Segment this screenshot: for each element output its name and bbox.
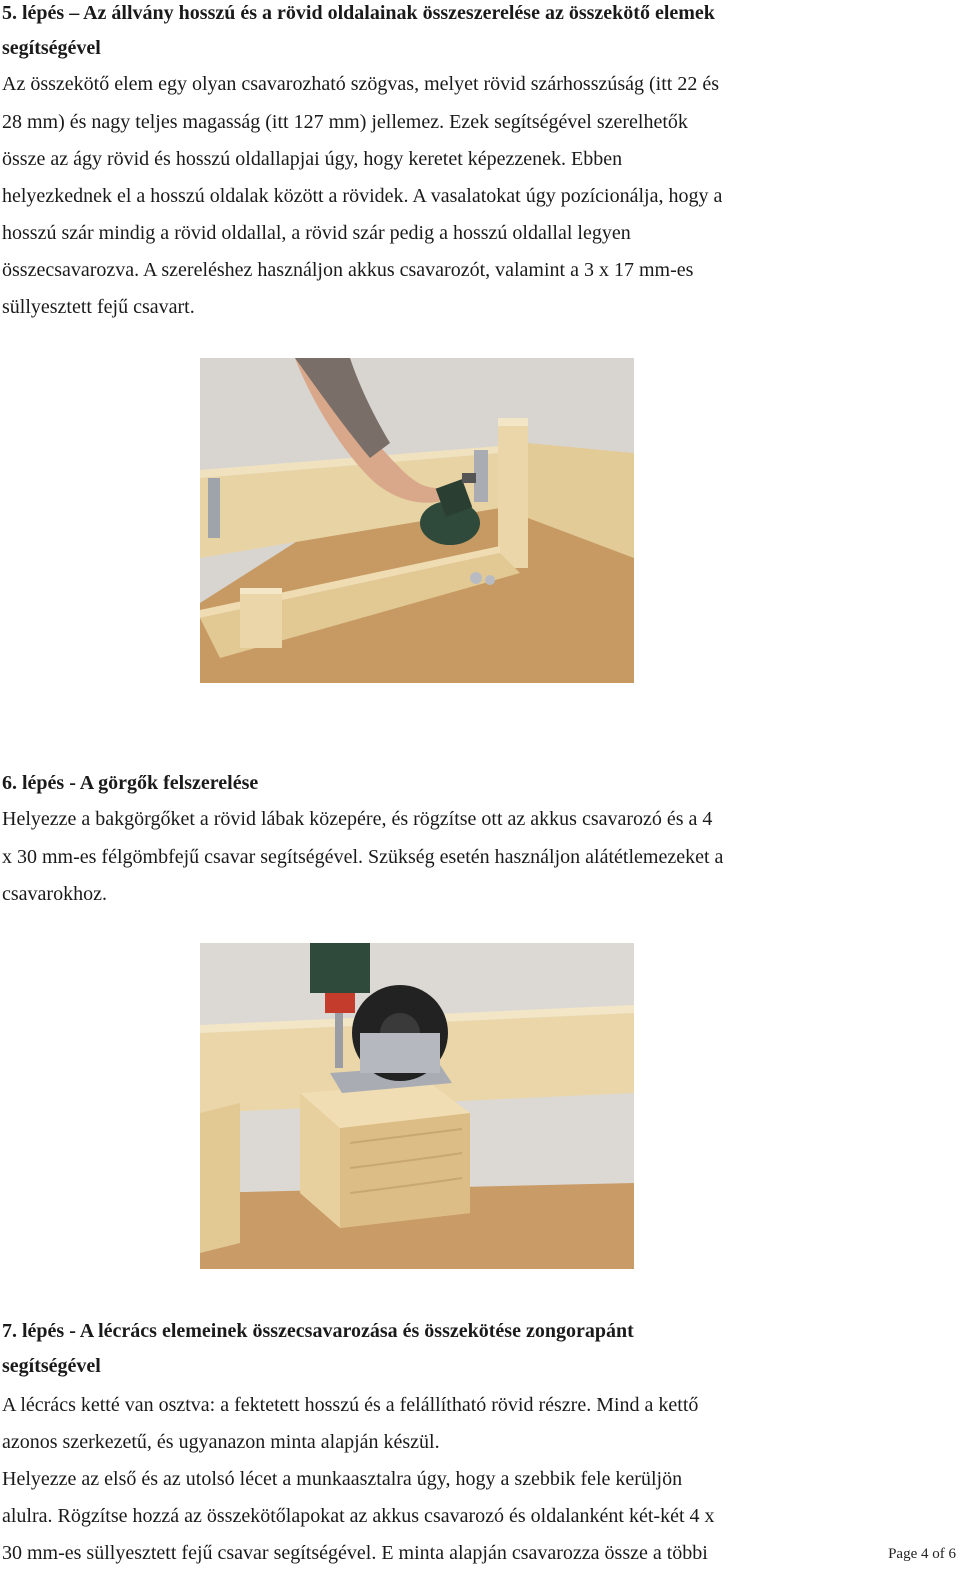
paragraph-line: Az összekötő elem egy olyan csavarozható szögvas, melyet rövid szárhosszúság (itt 22 és xyxy=(2,73,720,95)
paragraph-line: csavarokhoz. xyxy=(2,883,107,905)
paragraph-line: össze az ágy rövid és hosszú oldallapjai úgy, hogy keretet képezzenek. Ebben xyxy=(2,148,623,170)
paragraph-line: Helyezze a bakgörgőket a rövid lábak közepére, és rögzítse ott az akkus csavarozó és a 4 xyxy=(2,808,713,830)
paragraph-line: hosszú szár mindig a rövid oldallal, a rövid szár pedig a hosszú oldallal legyen xyxy=(2,222,631,244)
step5-heading-line1: 5. lépés – Az állvány hosszú és a rövid oldalainak összeszerelése az összekötő elemek xyxy=(2,2,715,24)
page-number: Page 4 of 6 xyxy=(888,1546,956,1562)
step5-heading-line2: segítségével xyxy=(2,37,101,59)
paragraph-line: süllyesztett fejű csavart. xyxy=(2,296,195,318)
paragraph-line: A lécrács ketté van osztva: a fektetett hosszú és a felállítható rövid részre. Mind a kettő xyxy=(2,1394,699,1416)
paragraph-line: x 30 mm-es félgömbfejű csavar segítségével. Szükség esetén használjon alátétlemezeket a xyxy=(2,846,724,868)
paragraph-line: 28 mm) és nagy teljes magasság (itt 127 mm) jellemez. Ezek segítségével szerelhetők xyxy=(2,111,688,133)
paragraph-line: azonos szerkezetű, és ugyanazon minta alapján készül. xyxy=(2,1431,440,1453)
frame-assembly-photo xyxy=(200,358,634,683)
paragraph-line: összecsavarozva. A szereléshez használjon akkus csavarozót, valamint a 3 x 17 mm-es xyxy=(2,259,694,281)
step6-heading: 6. lépés - A görgők felszerelése xyxy=(2,772,259,794)
caster-mounting-photo xyxy=(200,943,634,1269)
paragraph-line: 30 mm-es süllyesztett fejű csavar segítségével. E minta alapján csavarozza össze a többi xyxy=(2,1542,708,1564)
step7-heading-line2: segítségével xyxy=(2,1355,101,1377)
paragraph-line: alulra. Rögzítse hozzá az összekötőlapokat az akkus csavarozó és oldalanként két-két 4 x xyxy=(2,1505,715,1527)
step7-heading-line1: 7. lépés - A lécrács elemeinek összecsavarozása és összekötése zongorapánt xyxy=(2,1320,634,1342)
paragraph-line: Helyezze az első és az utolsó lécet a munkaasztalra úgy, hogy a szebbik fele kerüljön xyxy=(2,1468,683,1490)
paragraph-line: helyezkednek el a hosszú oldalak között a rövidek. A vasalatokat úgy pozícionálja, hogy a xyxy=(2,185,723,207)
